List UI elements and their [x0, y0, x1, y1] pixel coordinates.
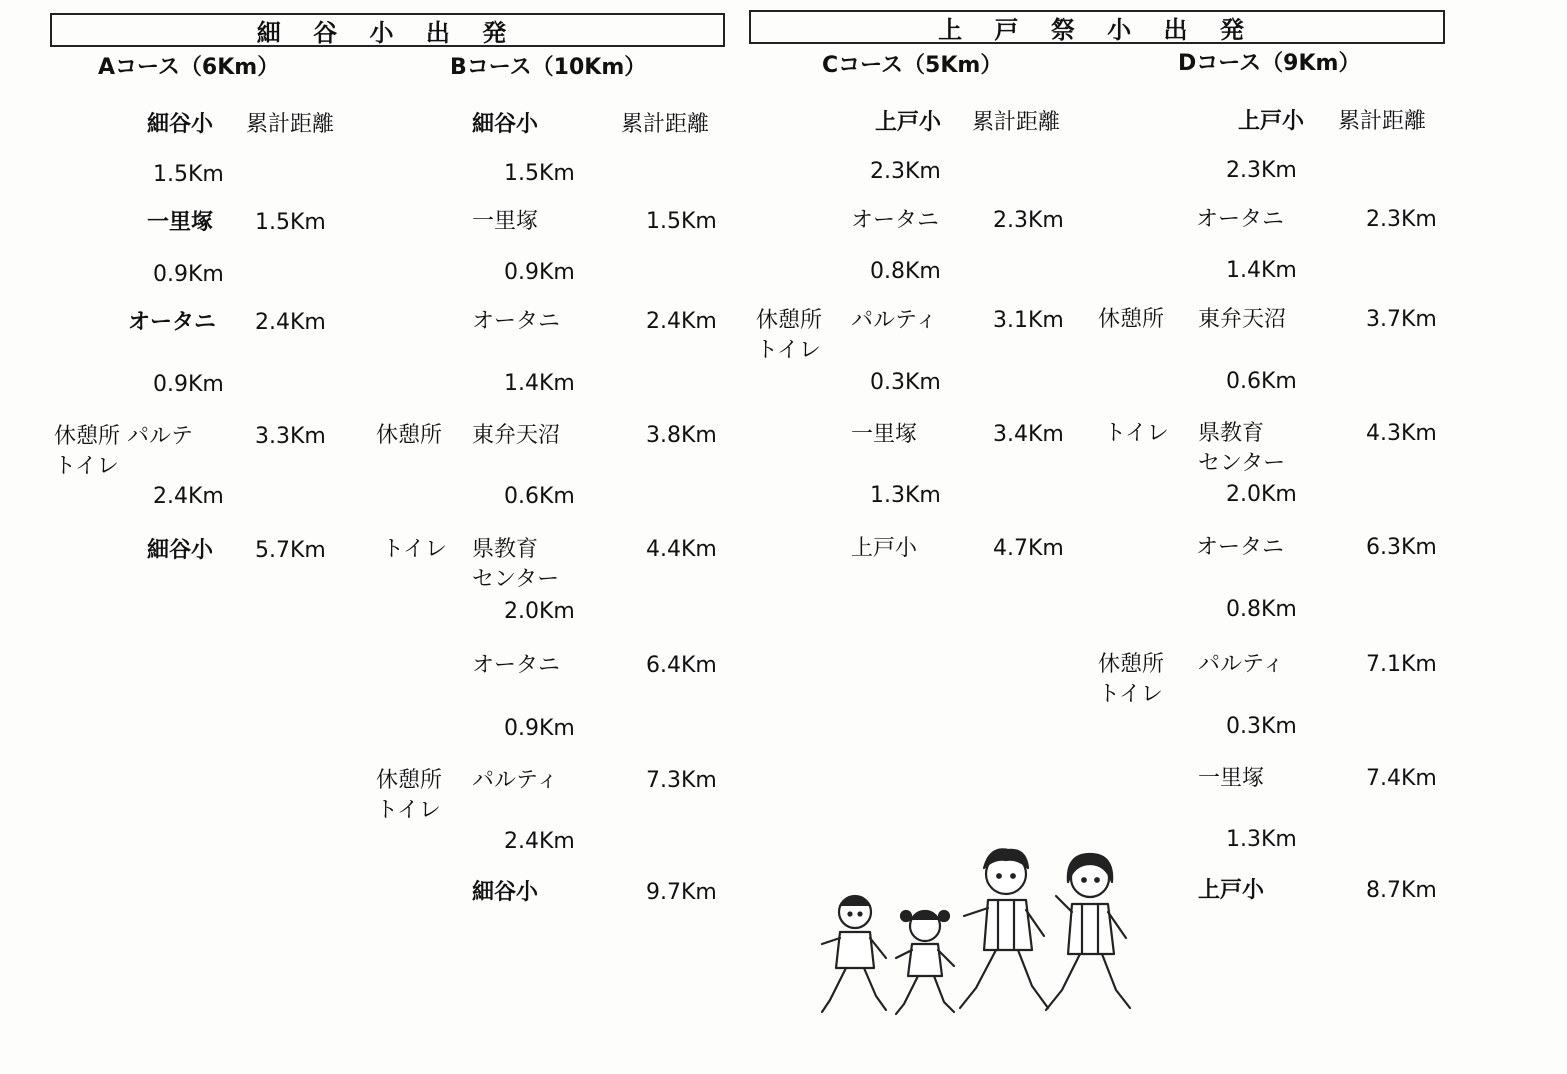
course-a-cumulative: 1.5Km — [255, 210, 326, 235]
course-c-cumulative-label: 累計距離 — [972, 110, 1061, 135]
course-b-checkpoint: 県教育 センター — [472, 537, 560, 592]
course-b-checkpoint: 一里塚 — [472, 209, 539, 234]
course-d-segment: 0.3Km — [1226, 714, 1297, 739]
course-b-checkpoint: オータニ — [472, 653, 561, 678]
course-c-cumulative: 4.7Km — [993, 536, 1064, 561]
course-a-start-label: 細谷小 — [147, 112, 214, 137]
course-d-cumulative: 4.3Km — [1366, 421, 1437, 446]
course-d-checkpoint: オータニ — [1196, 535, 1285, 560]
course-b-segment: 1.4Km — [504, 371, 575, 396]
course-c-checkpoint: パルティ — [851, 308, 938, 333]
walking-family-icon — [800, 840, 1140, 1030]
course-b-facility: トイレ — [382, 537, 447, 562]
course-d-cumulative: 3.7Km — [1366, 307, 1437, 332]
course-c-segment: 2.3Km — [870, 159, 941, 184]
course-a-cumulative: 5.7Km — [255, 538, 326, 563]
course-b-cumulative: 3.8Km — [646, 423, 717, 448]
course-b-facility: 休憩所 — [376, 423, 443, 448]
course-a-cumulative-label: 累計距離 — [246, 112, 335, 137]
course-d-checkpoint: オータニ — [1196, 207, 1285, 232]
course-b-segment: 2.4Km — [504, 829, 575, 854]
course-d-segment: 0.8Km — [1226, 597, 1297, 622]
course-c-segment: 0.3Km — [870, 370, 941, 395]
header-kamito-departure: 上 戸 祭 小 出 発 — [749, 10, 1445, 44]
course-c-cumulative: 3.1Km — [993, 308, 1064, 333]
course-d-title: Dコース（9Km） — [1178, 51, 1361, 76]
course-d-facility: 休憩所 — [1098, 307, 1165, 332]
course-b-checkpoint: 東弁天沼 — [472, 423, 561, 448]
course-d-segment: 0.6Km — [1226, 369, 1297, 394]
course-d-checkpoint: 上戸小 — [1198, 878, 1265, 903]
course-d-cumulative: 2.3Km — [1366, 207, 1437, 232]
course-a-checkpoint: 細谷小 — [147, 538, 214, 563]
course-b-segment: 0.6Km — [504, 484, 575, 509]
course-c-segment: 0.8Km — [870, 259, 941, 284]
walking-boy-icon — [822, 896, 886, 1012]
course-b-cumulative: 2.4Km — [646, 309, 717, 334]
course-d-segment: 2.0Km — [1226, 482, 1297, 507]
course-c-cumulative: 3.4Km — [993, 422, 1064, 447]
course-d-checkpoint: 一里塚 — [1198, 766, 1265, 791]
walking-father-icon — [960, 849, 1048, 1008]
course-b-cumulative: 9.7Km — [646, 880, 717, 905]
course-b-checkpoint: 細谷小 — [472, 880, 539, 905]
course-b-start-label: 細谷小 — [472, 112, 539, 137]
course-b-segment: 2.0Km — [504, 599, 575, 624]
course-d-facility: トイレ — [1104, 421, 1169, 446]
course-d-facility: 休憩所 トイレ — [1098, 652, 1165, 707]
header-hosoya-departure: 細 谷 小 出 発 — [50, 13, 725, 47]
course-b-segment: 0.9Km — [504, 260, 575, 285]
course-d-segment: 1.4Km — [1226, 258, 1297, 283]
course-d-cumulative: 7.4Km — [1366, 766, 1437, 791]
walking-girl-icon — [896, 911, 954, 1014]
course-c-checkpoint: 上戸小 — [851, 536, 918, 561]
course-b-cumulative: 7.3Km — [646, 768, 717, 793]
course-c-checkpoint: 一里塚 — [851, 422, 918, 447]
course-a-segment: 0.9Km — [153, 372, 224, 397]
course-c-start-label: 上戸小 — [875, 110, 942, 135]
course-b-cumulative: 1.5Km — [646, 209, 717, 234]
course-d-cumulative: 8.7Km — [1366, 878, 1437, 903]
course-c-facility: 休憩所 トイレ — [756, 308, 823, 363]
course-d-start-label: 上戸小 — [1238, 109, 1305, 134]
course-b-cumulative: 6.4Km — [646, 653, 717, 678]
course-a-segment: 0.9Km — [153, 262, 224, 287]
course-c-cumulative: 2.3Km — [993, 208, 1064, 233]
course-d-cumulative-label: 累計距離 — [1338, 109, 1427, 134]
course-d-checkpoint: 東弁天沼 — [1198, 307, 1287, 332]
course-b-cumulative-label: 累計距離 — [621, 112, 710, 137]
course-b-checkpoint: パルティ — [472, 768, 559, 793]
course-c-title: Cコース（5Km） — [822, 53, 1003, 78]
course-a-checkpoint: オータニ — [128, 310, 217, 335]
course-d-checkpoint: 県教育 センター — [1198, 421, 1286, 476]
course-a-title: Aコース（6Km） — [98, 55, 280, 80]
course-d-segment: 2.3Km — [1226, 158, 1297, 183]
course-c-checkpoint: オータニ — [851, 208, 940, 233]
course-b-segment: 0.9Km — [504, 716, 575, 741]
course-b-segment: 1.5Km — [504, 161, 575, 186]
course-b-checkpoint: オータニ — [472, 309, 561, 334]
course-c-segment: 1.3Km — [870, 483, 941, 508]
course-d-cumulative: 6.3Km — [1366, 535, 1437, 560]
course-a-rest-area: 休憩所 パルテ トイレ — [54, 424, 193, 479]
course-a-segment: 1.5Km — [153, 162, 224, 187]
course-a-cumulative: 2.4Km — [255, 310, 326, 335]
course-d-cumulative: 7.1Km — [1366, 652, 1437, 677]
course-a-checkpoint: 一里塚 — [147, 210, 214, 235]
course-a-segment: 2.4Km — [153, 484, 224, 509]
course-a-cumulative: 3.3Km — [255, 424, 326, 449]
course-d-segment: 1.3Km — [1226, 827, 1297, 852]
walking-mother-icon — [1046, 854, 1130, 1010]
course-b-facility: 休憩所 トイレ — [376, 768, 443, 823]
course-b-title: Bコース（10Km） — [450, 55, 647, 80]
course-b-cumulative: 4.4Km — [646, 537, 717, 562]
course-d-checkpoint: パルティ — [1198, 652, 1285, 677]
